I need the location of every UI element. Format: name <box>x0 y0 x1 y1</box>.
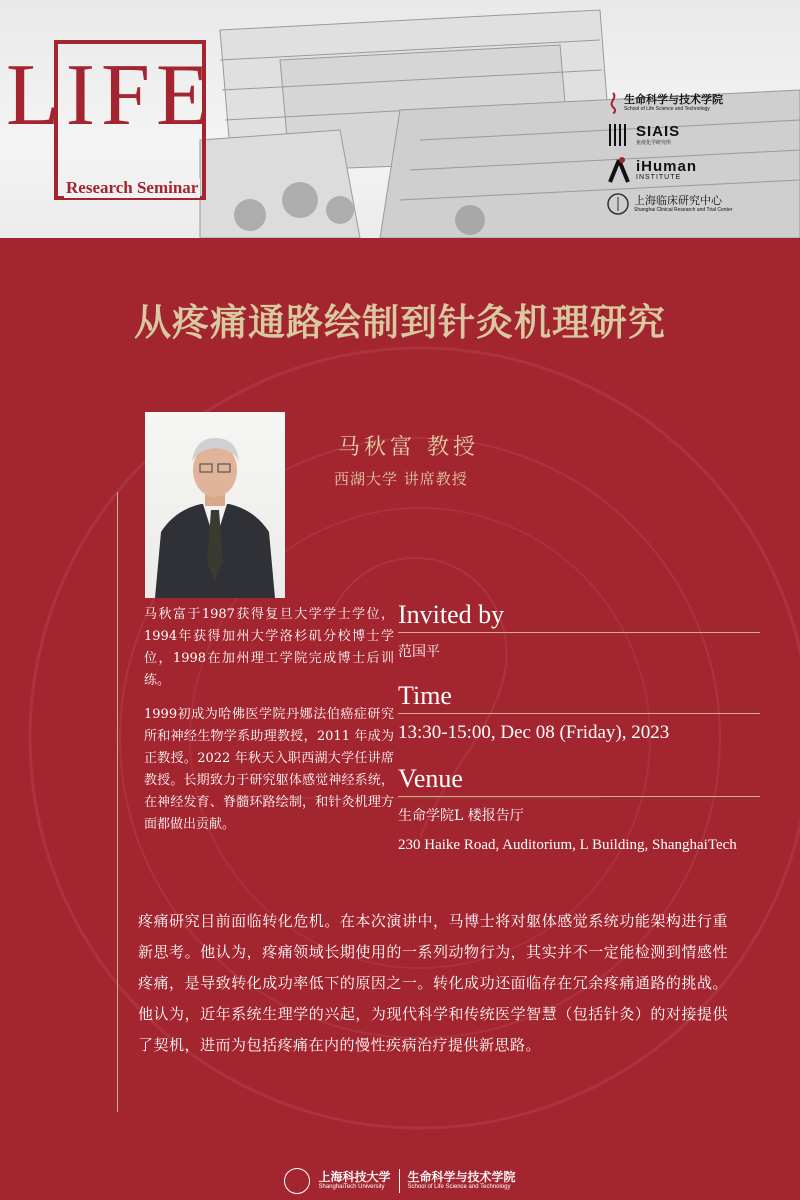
event-info <box>398 600 760 854</box>
footer-university-en: ShanghaiTech University <box>318 1184 385 1190</box>
header-banner <box>0 0 800 238</box>
venue-en: 230 Haike Road, Auditorium, L Building, ShanghaiTech <box>398 837 737 853</box>
bio-paragraph: 1999初成为哈佛医学院丹娜法伯癌症研究所和神经生物学系助理教授，2011 年成为正教授。2022 年秋天入职西湖大学任讲席教授。长期致力于研究躯体感觉神经系统，在神经发育、脊髓环路绘制，和针灸机理方面都做出贡献。 <box>144 707 394 832</box>
venue-label: Venue <box>398 764 760 797</box>
ihuman-name: iHuman <box>636 158 698 175</box>
partner-logos <box>606 92 796 224</box>
speaker-affiliation: 西湖大学 讲席教授 <box>334 470 468 488</box>
slst-cn-name: 生命科学与技术学院 <box>624 93 723 106</box>
footer-university-cn: 上海科技大学 <box>318 1170 391 1184</box>
footer <box>0 1162 800 1200</box>
speaker-photo <box>145 412 285 598</box>
invited-by-value: 范国平 <box>398 644 440 660</box>
talk-abstract: 疼痛研究目前面临转化危机。在本次演讲中，马博士将对躯体感觉系统功能架构进行重新思考。他认为，疼痛领域长期使用的一系列动物行为，其实并不一定能检测到情感性疼痛，是导致转化成功率低下的原因之一。转化成功还面临存在冗余疼痛通路的挑战。 他认为，近年系统生理学的兴起，为现代科学和传统医学智慧（包括针灸）的对接提供了契机，进而为包括疼痛在内的慢性疾病治疗提供新思路。 <box>138 912 728 1054</box>
footer-school-cn: 生命科学与技术学院 <box>407 1170 516 1184</box>
ihuman-logo <box>606 156 796 184</box>
siais-emblem-icon <box>606 122 632 148</box>
bio-paragraph: 马秋富于1987获得复旦大学学士学位，1994年获得加州大学洛杉矶分校博士学位，1998在加州理工学院完成博士后训练。 <box>144 607 394 688</box>
speaker-portrait-illustration <box>145 412 285 598</box>
venue-cn: 生命学院L 楼报告厅 <box>398 808 524 824</box>
speaker-name: 马秋富 教授 <box>338 435 479 460</box>
ihuman-sub: INSTITUTE <box>636 174 682 181</box>
footer-school-en: School of Life Science and Technology <box>407 1184 511 1190</box>
footer-separator <box>399 1169 400 1193</box>
speaker-bio <box>144 604 394 848</box>
clinical-seal-icon <box>606 192 630 216</box>
research-seminar-label: Research Seminar <box>66 178 199 197</box>
time-label: Time <box>398 681 760 714</box>
shanghaitech-seal-icon <box>284 1168 310 1194</box>
invited-by-label: Invited by <box>398 600 760 633</box>
slst-en-name: School of Life Science and Technology <box>624 106 710 112</box>
seminar-title: 从疼痛通路绘制到针灸机理研究 <box>134 301 666 344</box>
clinical-center-logo <box>606 192 796 216</box>
siais-name: SIAIS <box>636 123 681 140</box>
clinical-en-name: Shanghai Clinical Research and Trial Center <box>634 207 733 213</box>
slst-emblem-icon <box>606 92 620 114</box>
siais-logo <box>606 122 796 148</box>
ihuman-emblem-icon <box>606 156 632 184</box>
clinical-cn-name: 上海临床研究中心 <box>634 194 722 207</box>
slst-logo <box>606 92 796 114</box>
time-value: 13:30-15:00, Dec 08 (Friday), 2023 <box>398 722 670 743</box>
life-logo-text: LIFE <box>6 47 216 144</box>
vertical-divider <box>117 492 118 1112</box>
siais-cn-name: 免疫化学研究所 <box>636 140 672 146</box>
